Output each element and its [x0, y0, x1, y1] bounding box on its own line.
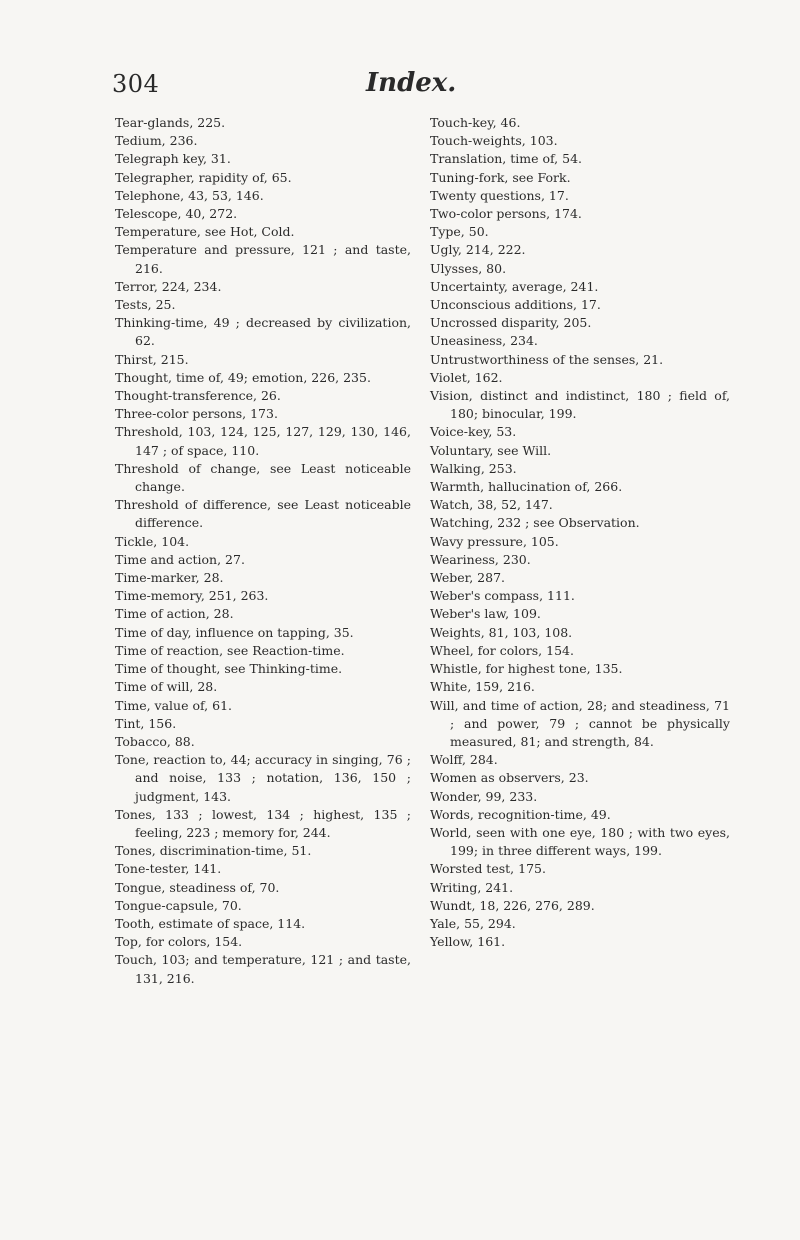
index-entry: Tedium, 236.	[115, 133, 198, 149]
index-entry: Weber's compass, 111.	[430, 588, 575, 604]
index-entry: Threshold, 103, 124, 125, 127, 129, 130, 146, 147 ; of space, 110.	[115, 424, 411, 458]
index-entry: Tear-glands, 225.	[115, 115, 226, 130]
index-entry: Voice-key, 53.	[430, 424, 517, 440]
index-entry: Weber's law, 109.	[430, 606, 541, 622]
index-entry: Weights, 81, 103, 108.	[430, 624, 573, 640]
index-entry: Uneasiness, 234.	[430, 333, 538, 349]
index-entry: Type, 50.	[430, 224, 489, 240]
index-entry: Top, for colors, 154.	[115, 934, 243, 950]
index-entry: Words, recognition-time, 49.	[430, 806, 611, 822]
index-entry: Warmth, hallucination of, 266.	[430, 479, 623, 495]
index-entry: Thirst, 215.	[115, 351, 189, 367]
index-entry: Three-color persons, 173.	[115, 406, 278, 422]
index-entry: Telegrapher, rapidity of, 65.	[115, 169, 292, 185]
index-entry: Time and action, 27.	[115, 551, 245, 567]
index-entry: Terror, 224, 234.	[115, 278, 222, 294]
index-entry: Untrustworthiness of the senses, 21.	[430, 351, 664, 367]
index-entry: Temperature, see Hot, Cold.	[115, 224, 295, 240]
index-entry: Violet, 162.	[430, 369, 503, 385]
index-entry: Wundt, 18, 226, 276, 289.	[430, 897, 595, 913]
index-entry: Tone-tester, 141.	[115, 861, 222, 877]
index-entry: Tobacco, 88.	[115, 733, 195, 749]
index-entry: Vision, distinct and indistinct, 180 ; field of, 180; binocular, 199.	[430, 388, 730, 422]
index-entry: Threshold of difference, see Least noticeable difference.	[115, 497, 411, 531]
index-entry: Tongue-capsule, 70.	[115, 897, 242, 913]
index-entry: Worsted test, 175.	[430, 861, 546, 877]
running-title: Index.	[366, 68, 457, 98]
index-entry: Tone, reaction to, 44; accuracy in singing, 76 ; and noise, 133 ; notation, 136, 150 ; judgment, 143.	[115, 752, 411, 804]
index-entry: Tongue, steadiness of, 70.	[115, 879, 280, 895]
index-entry: Time of thought, see Thinking-time.	[115, 661, 343, 677]
index-entry: Wheel, for colors, 154.	[430, 642, 574, 658]
page-number: 304	[112, 70, 160, 98]
index-entry: Tests, 25.	[115, 297, 176, 313]
index-entry: Weariness, 230.	[430, 551, 531, 567]
index-entry: Time of action, 28.	[115, 606, 234, 622]
index-column-left	[115, 114, 411, 988]
index-entry: Writing, 241.	[430, 879, 514, 895]
index-entry: Wavy pressure, 105.	[430, 533, 559, 549]
index-entry: Women as observers, 23.	[430, 770, 589, 786]
index-entry: Uncertainty, average, 241.	[430, 278, 599, 294]
index-entry: Wolff, 284.	[430, 752, 498, 768]
index-entry: Tickle, 104.	[115, 533, 190, 549]
index-entry: Unconscious additions, 17.	[430, 297, 601, 313]
index-entry: Time of reaction, see Reaction-time.	[115, 642, 345, 658]
index-entry: Ulysses, 80.	[430, 260, 507, 276]
index-entry: Temperature and pressure, 121 ; and taste, 216.	[115, 242, 411, 276]
index-entry: Telescope, 40, 272.	[115, 206, 238, 222]
index-entry: Voluntary, see Will.	[430, 442, 552, 458]
index-entry: Yellow, 161.	[430, 934, 506, 950]
index-entry: Time of day, influence on tapping, 35.	[115, 624, 354, 640]
index-entry: Telegraph key, 31.	[115, 151, 231, 167]
index-entry: World, seen with one eye, 180 ; with two eyes, 199; in three different ways, 199.	[430, 824, 730, 859]
index-entry: Whistle, for highest tone, 135.	[430, 661, 623, 677]
index-entry: Two-color persons, 174.	[430, 206, 582, 222]
index-entry: Ugly, 214, 222.	[430, 242, 526, 258]
index-entry: Time, value of, 61.	[115, 697, 232, 713]
index-entry: Twenty questions, 17.	[430, 187, 569, 203]
index-entry: Thought, time of, 49; emotion, 226, 235.	[115, 369, 371, 385]
index-entry: Thinking-time, 49 ; decreased by civilization, 62.	[115, 315, 411, 349]
index-entry: Uncrossed disparity, 205.	[430, 315, 592, 331]
index-column-right	[430, 114, 730, 951]
index-entry: Walking, 253.	[430, 460, 517, 476]
index-entry: Time-memory, 251, 263.	[115, 588, 269, 604]
index-entry: Time of will, 28.	[115, 679, 218, 695]
index-entry: Will, and time of action, 28; and steadiness, 71 ; and power, 79 ; cannot be physically measured, 81; and strength, 84.	[430, 697, 730, 749]
index-entry: Threshold of change, see Least noticeable change.	[115, 460, 411, 495]
index-entry: Touch, 103; and temperature, 121 ; and taste, 131, 216.	[115, 952, 411, 986]
index-entry: Tones, discrimination-time, 51.	[115, 843, 312, 859]
index-entry: Watching, 232 ; see Observation.	[430, 515, 640, 531]
index-entry: Touch-key, 46.	[430, 115, 521, 130]
index-entry: Tones, 133 ; lowest, 134 ; highest, 135 ; feeling, 223 ; memory for, 244.	[115, 806, 411, 840]
index-entry: Watch, 38, 52, 147.	[430, 497, 553, 513]
index-entry: Weber, 287.	[430, 570, 506, 586]
index-entry: White, 159, 216.	[430, 679, 535, 695]
index-entry: Translation, time of, 54.	[430, 151, 583, 167]
index-entry: Time-marker, 28.	[115, 570, 224, 586]
index-entry: Touch-weights, 103.	[430, 133, 558, 149]
index-entry: Wonder, 99, 233.	[430, 788, 538, 804]
index-entry: Yale, 55, 294.	[430, 915, 516, 931]
index-entry: Tint, 156.	[115, 715, 177, 731]
index-entry: Tuning-fork, see Fork.	[430, 169, 571, 185]
index-entry: Tooth, estimate of space, 114.	[115, 915, 306, 931]
index-entry: Telephone, 43, 53, 146.	[115, 187, 264, 203]
index-entry: Thought-transference, 26.	[115, 388, 281, 404]
